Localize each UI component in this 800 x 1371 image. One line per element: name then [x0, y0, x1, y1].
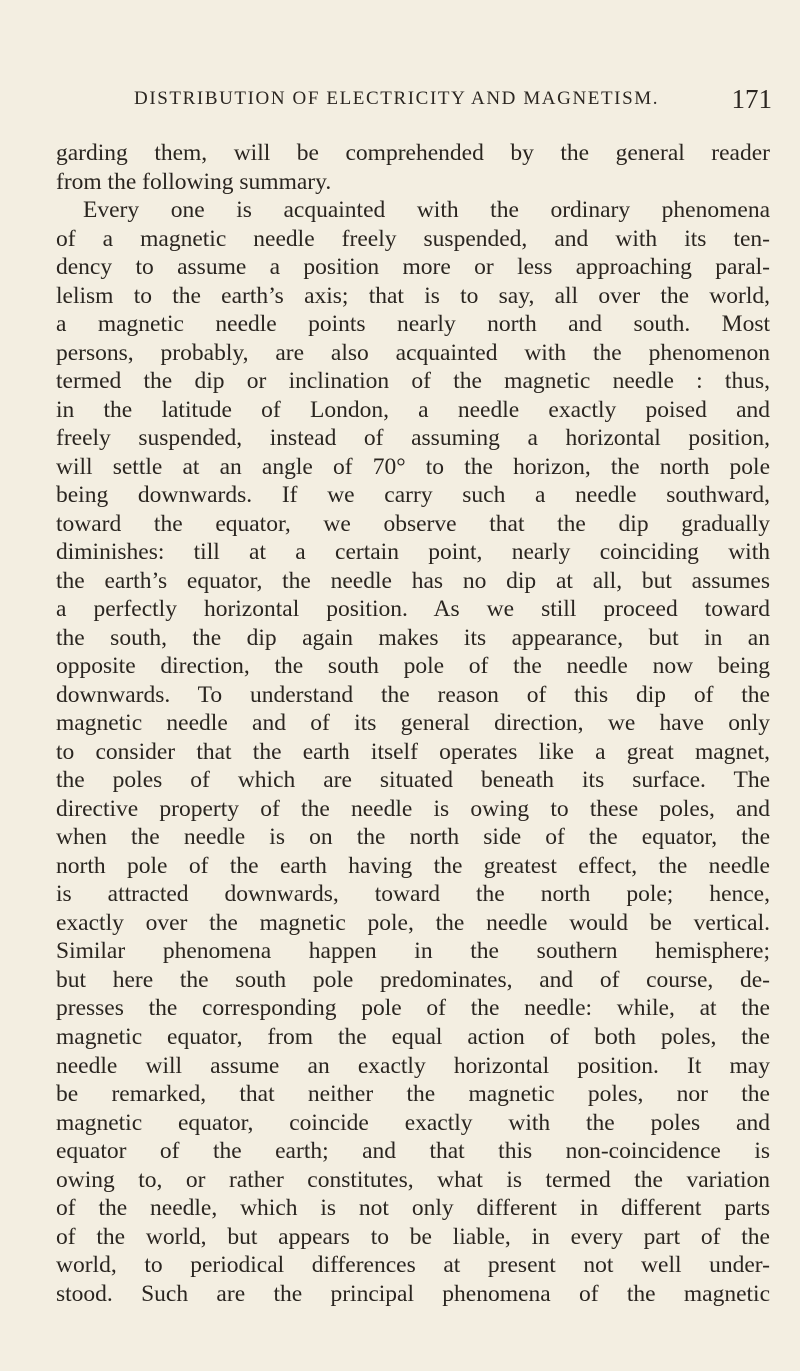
- text-line: downwards. To understand the reason of this dip of the: [56, 681, 770, 708]
- text-line: of the world, but appears to be liable, in every part of the: [56, 1223, 770, 1250]
- running-title: DISTRIBUTION OF ELECTRICITY AND MAGNETISM.: [134, 88, 660, 109]
- text-line: directive property of the needle is owing to these poles, and: [56, 795, 770, 822]
- text-line: magnetic equator, from the equal action of both poles, the: [56, 1023, 770, 1050]
- text-line: dency to assume a position more or less approaching paral-: [56, 254, 770, 281]
- text-line: of a magnetic needle freely suspended, and with its ten-: [56, 225, 770, 252]
- text-line: lelism to the earth’s axis; that is to say, all over the world,: [56, 282, 770, 309]
- text-line: in the latitude of London, a needle exactly poised and: [56, 396, 770, 423]
- text-line: opposite direction, the south pole of the needle now being: [56, 653, 770, 680]
- text-line: persons, probably, are also acquainted with the phenomenon: [56, 339, 770, 366]
- text-line: when the needle is on the north side of the equator, the: [56, 824, 770, 851]
- text-line: from the following summary.: [56, 168, 332, 195]
- text-line: north pole of the earth having the greatest effect, the needle: [56, 852, 770, 879]
- text-line: equator of the earth; and that this non-coincidence is: [56, 1138, 770, 1165]
- text-line: to consider that the earth itself operates like a great magnet,: [56, 738, 770, 765]
- text-line: a magnetic needle points nearly north and south. Most: [56, 311, 770, 338]
- text-line: be remarked, that neither the magnetic poles, nor the: [56, 1081, 770, 1108]
- text-line: exactly over the magnetic pole, the needle would be vertical.: [56, 909, 770, 936]
- text-line: garding them, will be comprehended by the general reader: [56, 140, 770, 166]
- text-line: the poles of which are situated beneath its surface. The: [56, 767, 770, 794]
- text-line: presses the corresponding pole of the needle: while, at the: [56, 995, 770, 1022]
- text-line: toward the equator, we observe that the dip gradually: [56, 510, 770, 537]
- text-line: being downwards. If we carry such a needle southward,: [56, 482, 770, 509]
- text-line: freely suspended, instead of assuming a horizontal position,: [56, 425, 770, 452]
- text-line: termed the dip or inclination of the magnetic needle : thus,: [56, 368, 770, 395]
- text-line: but here the south pole predominates, and of course, de-: [56, 966, 770, 993]
- text-line: owing to, or rather constitutes, what is termed the variation: [56, 1166, 770, 1193]
- text-line: the south, the dip again makes its appearance, but in an: [56, 624, 770, 651]
- text-line: of the needle, which is not only different in different parts: [56, 1195, 770, 1222]
- text-line: Every one is acquainted with the ordinary phenomena: [83, 197, 770, 224]
- text-line: magnetic equator, coincide exactly with the poles and: [56, 1109, 770, 1136]
- running-head: [0, 84, 800, 118]
- body-text: [56, 139, 770, 1308]
- text-line: diminishes: till at a certain point, nearly coinciding with: [56, 539, 770, 566]
- text-line: will settle at an angle of 70° to the horizon, the north pole: [56, 453, 770, 480]
- text-line: stood. Such are the principal phenomena of the magnetic: [56, 1280, 770, 1307]
- text-line: needle will assume an exactly horizontal position. It may: [56, 1052, 770, 1079]
- text-line: Similar phenomena happen in the southern hemisphere;: [56, 938, 770, 965]
- text-line: world, to periodical differences at present not well under-: [56, 1252, 770, 1279]
- text-line: a perfectly horizontal position. As we still proceed toward: [56, 596, 770, 623]
- text-line: the earth’s equator, the needle has no dip at all, but assumes: [56, 567, 770, 594]
- text-line: magnetic needle and of its general direction, we have only: [56, 710, 770, 737]
- text-line: is attracted downwards, toward the north pole; hence,: [56, 881, 770, 908]
- page-number: 171: [731, 84, 772, 114]
